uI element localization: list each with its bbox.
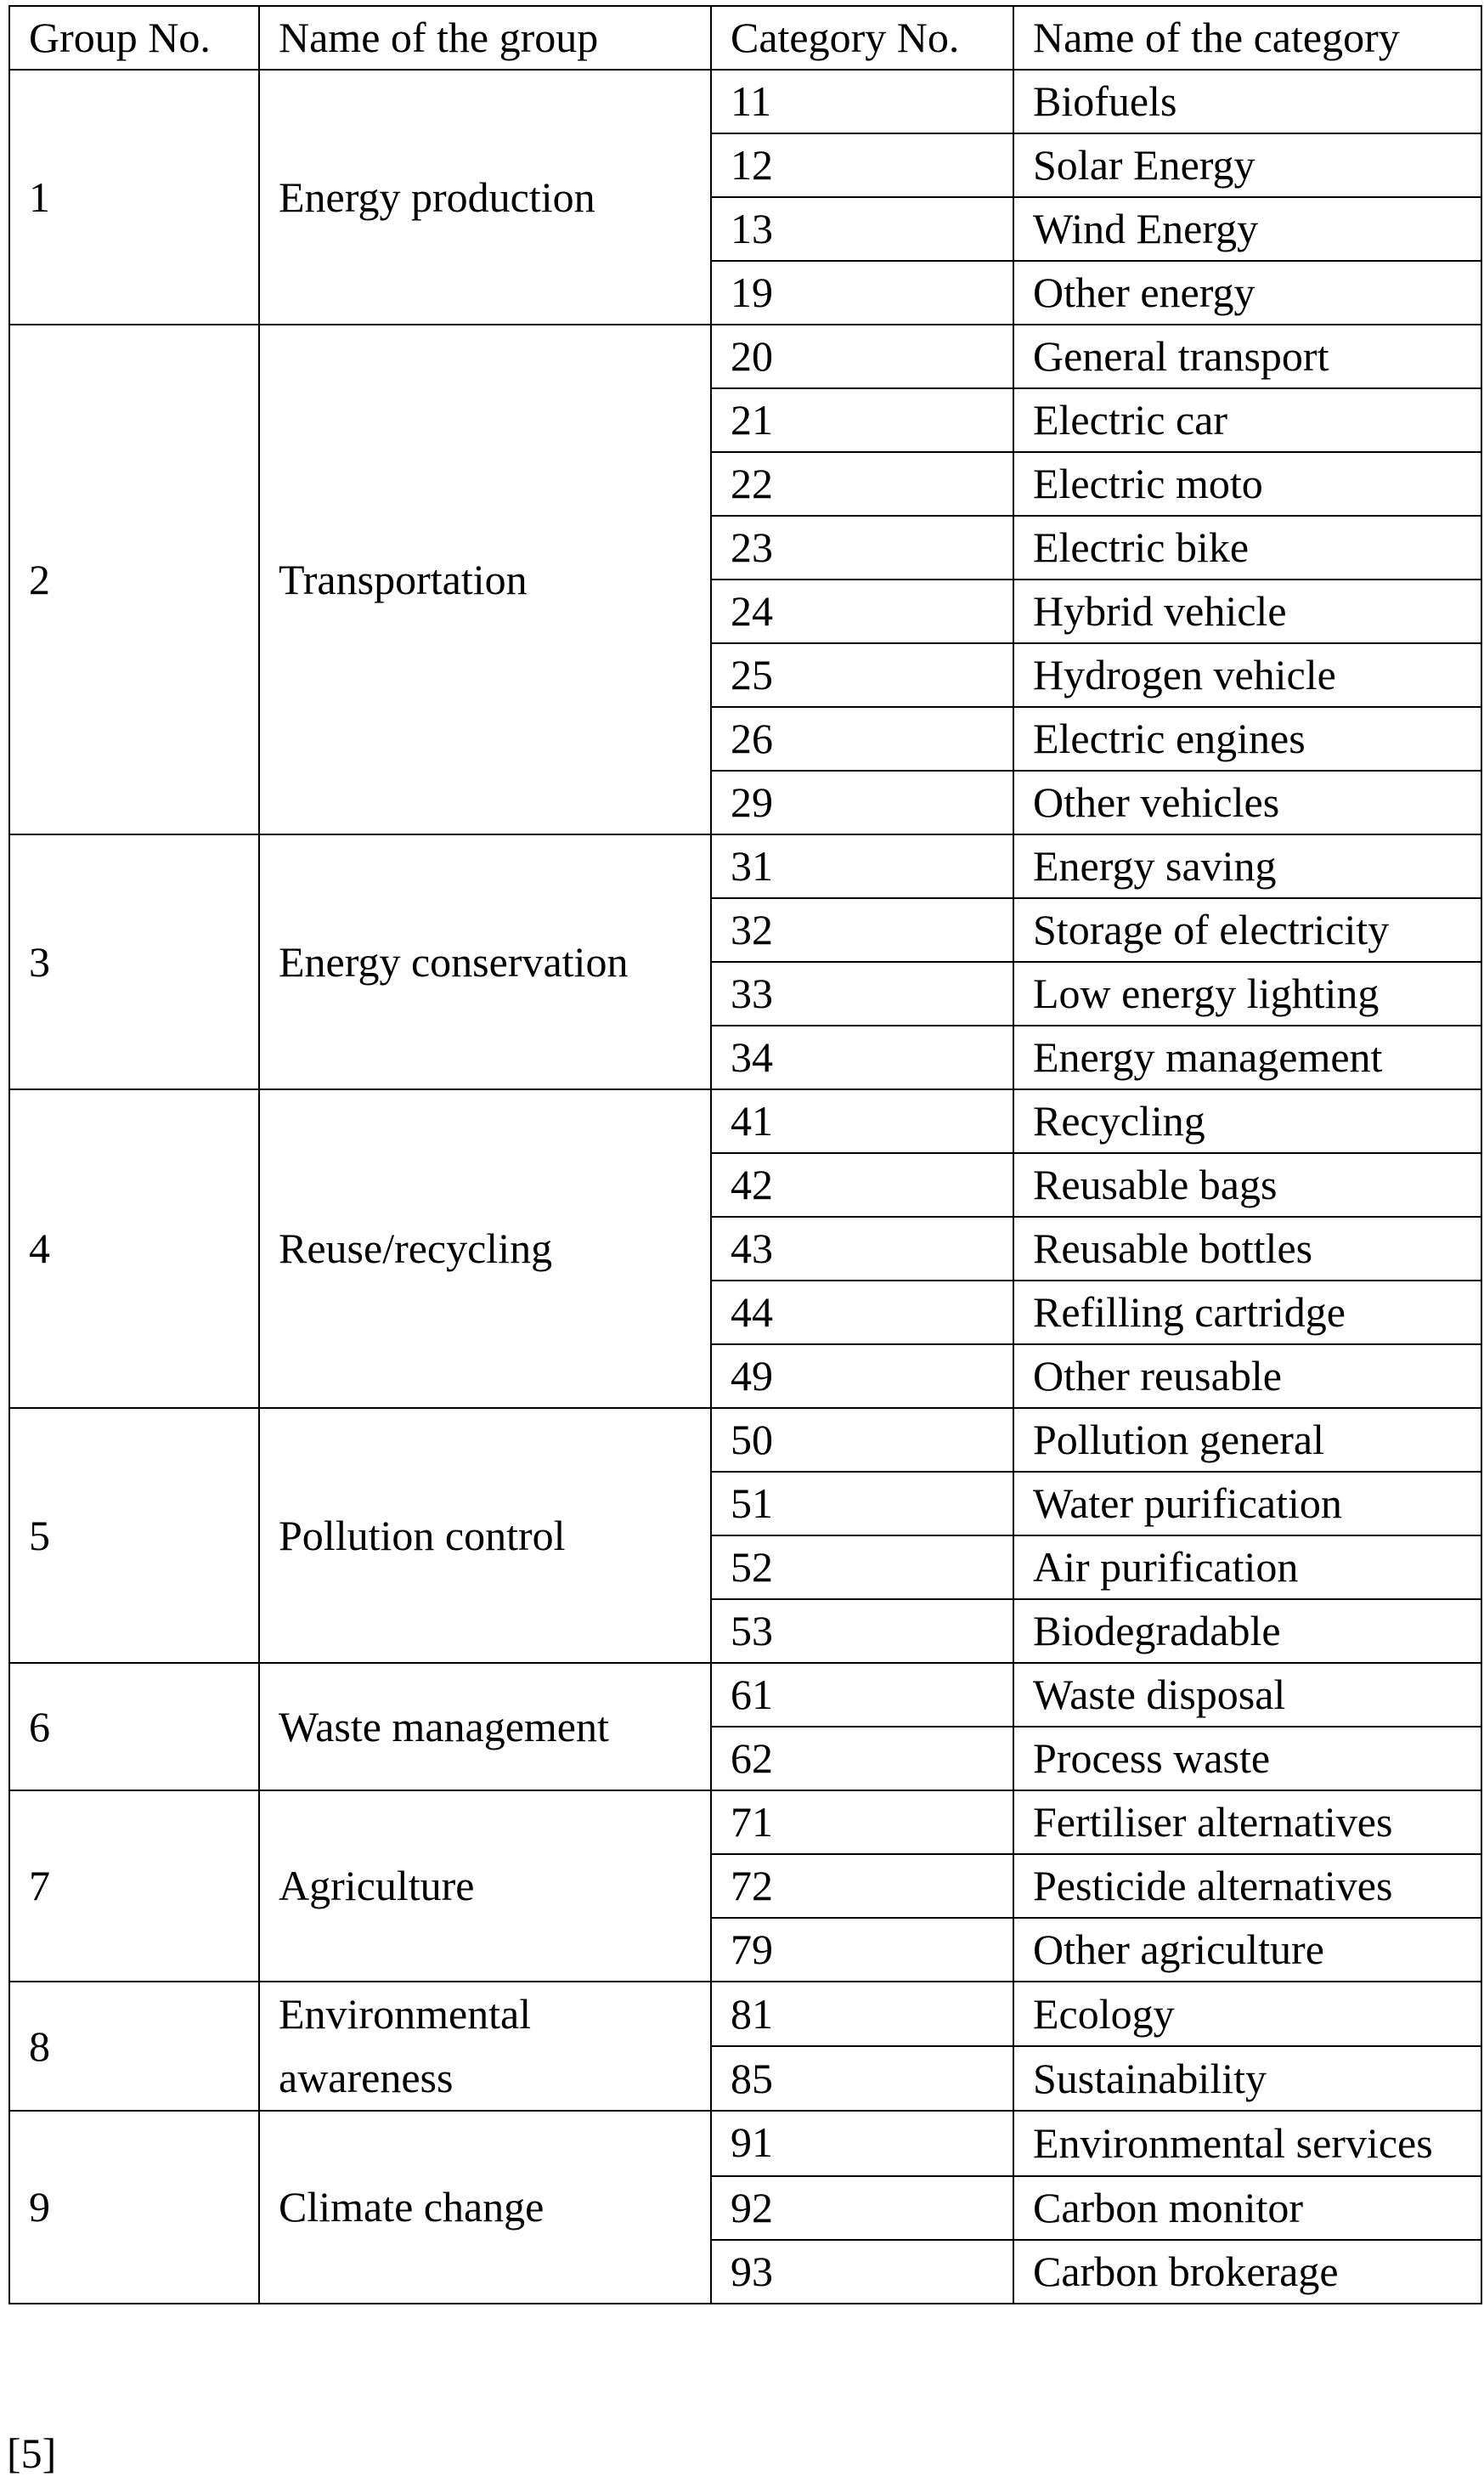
category-no-cell: 26: [711, 707, 1013, 771]
category-name-cell: Energy saving: [1013, 834, 1481, 898]
category-no-cell: 12: [711, 133, 1013, 197]
header-row: [9, 6, 1481, 70]
table-row: [9, 1982, 1481, 2046]
category-no-cell: 21: [711, 388, 1013, 452]
category-no-cell: 61: [711, 1663, 1013, 1727]
header-group-name: Name of the group: [259, 6, 711, 70]
category-no-cell: 92: [711, 2176, 1013, 2240]
group-no-cell: 4: [9, 1089, 259, 1408]
group-name-cell: Agriculture: [259, 1790, 711, 1982]
group-no-cell: 5: [9, 1408, 259, 1663]
category-name-cell: Carbon monitor: [1013, 2176, 1481, 2240]
group-no-cell: 3: [9, 834, 259, 1089]
group-name-cell: Waste management: [259, 1663, 711, 1790]
table-row: [9, 325, 1481, 388]
category-name-cell: Other agriculture: [1013, 1918, 1481, 1982]
category-no-cell: 34: [711, 1026, 1013, 1089]
group-name-cell: Climate change: [259, 2111, 711, 2304]
category-name-cell: Solar Energy: [1013, 133, 1481, 197]
category-no-cell: 72: [711, 1854, 1013, 1918]
category-name-cell: Fertiliser alternatives: [1013, 1790, 1481, 1854]
group-name-cell: Environmental awareness: [259, 1982, 711, 2111]
category-no-cell: 51: [711, 1472, 1013, 1535]
category-no-cell: 13: [711, 197, 1013, 261]
category-no-cell: 33: [711, 962, 1013, 1026]
category-no-cell: 25: [711, 643, 1013, 707]
category-name-cell: Electric moto: [1013, 452, 1481, 516]
category-name-cell: Pollution general: [1013, 1408, 1481, 1472]
category-name-cell: Process waste: [1013, 1727, 1481, 1790]
category-name-cell: Biofuels: [1013, 70, 1481, 133]
table-header: [9, 6, 1481, 70]
category-table: [8, 5, 1482, 2304]
category-no-cell: 85: [711, 2046, 1013, 2111]
table-row: [9, 834, 1481, 898]
category-name-cell: Pesticide alternatives: [1013, 1854, 1481, 1918]
category-name-cell: Low energy lighting: [1013, 962, 1481, 1026]
category-name-cell: Ecology: [1013, 1982, 1481, 2046]
table-row: [9, 70, 1481, 133]
group-no-cell: 1: [9, 70, 259, 325]
category-no-cell: 81: [711, 1982, 1013, 2046]
category-name-cell: Environmental services: [1013, 2111, 1481, 2176]
category-name-cell: Refilling cartridge: [1013, 1281, 1481, 1344]
category-name-cell: Air purification: [1013, 1535, 1481, 1599]
group-name-cell: Energy production: [259, 70, 711, 325]
category-name-cell: Electric car: [1013, 388, 1481, 452]
group-no-cell: 7: [9, 1790, 259, 1982]
category-no-cell: 93: [711, 2240, 1013, 2304]
category-no-cell: 50: [711, 1408, 1013, 1472]
group-name-cell: Transportation: [259, 325, 711, 834]
category-name-cell: Storage of electricity: [1013, 898, 1481, 962]
header-group-no: Group No.: [9, 6, 259, 70]
footnote-reference: [5]: [7, 2429, 57, 2477]
category-no-cell: 43: [711, 1217, 1013, 1281]
category-no-cell: 31: [711, 834, 1013, 898]
category-no-cell: 52: [711, 1535, 1013, 1599]
category-no-cell: 41: [711, 1089, 1013, 1153]
category-no-cell: 22: [711, 452, 1013, 516]
header-category-no: Category No.: [711, 6, 1013, 70]
category-name-cell: Energy management: [1013, 1026, 1481, 1089]
category-no-cell: 44: [711, 1281, 1013, 1344]
table-row: [9, 2111, 1481, 2176]
table-row: [9, 1408, 1481, 1472]
category-no-cell: 32: [711, 898, 1013, 962]
category-name-cell: Carbon brokerage: [1013, 2240, 1481, 2304]
category-no-cell: 19: [711, 261, 1013, 325]
category-name-cell: Other reusable: [1013, 1344, 1481, 1408]
category-no-cell: 11: [711, 70, 1013, 133]
category-name-cell: General transport: [1013, 325, 1481, 388]
group-no-cell: 2: [9, 325, 259, 834]
header-category-name: Name of the category: [1013, 6, 1481, 70]
category-no-cell: 62: [711, 1727, 1013, 1790]
category-name-cell: Reusable bags: [1013, 1153, 1481, 1217]
category-name-cell: Biodegradable: [1013, 1599, 1481, 1663]
category-no-cell: 53: [711, 1599, 1013, 1663]
category-name-cell: Hydrogen vehicle: [1013, 643, 1481, 707]
category-name-cell: Other vehicles: [1013, 771, 1481, 834]
table-row: [9, 1663, 1481, 1727]
category-no-cell: 24: [711, 580, 1013, 643]
category-name-cell: Reusable bottles: [1013, 1217, 1481, 1281]
category-no-cell: 79: [711, 1918, 1013, 1982]
category-name-cell: Other energy: [1013, 261, 1481, 325]
table-body: [9, 70, 1481, 2304]
group-name-cell: Pollution control: [259, 1408, 711, 1663]
category-name-cell: Water purification: [1013, 1472, 1481, 1535]
category-name-cell: Hybrid vehicle: [1013, 580, 1481, 643]
group-no-cell: 9: [9, 2111, 259, 2304]
category-name-cell: Waste disposal: [1013, 1663, 1481, 1727]
group-name-cell: Energy conservation: [259, 834, 711, 1089]
category-no-cell: 71: [711, 1790, 1013, 1854]
category-no-cell: 29: [711, 771, 1013, 834]
table-row: [9, 1089, 1481, 1153]
group-no-cell: 6: [9, 1663, 259, 1790]
category-name-cell: Electric engines: [1013, 707, 1481, 771]
category-name-cell: Wind Energy: [1013, 197, 1481, 261]
group-no-cell: 8: [9, 1982, 259, 2111]
category-name-cell: Recycling: [1013, 1089, 1481, 1153]
category-name-cell: Electric bike: [1013, 516, 1481, 580]
table-row: [9, 1790, 1481, 1854]
category-no-cell: 49: [711, 1344, 1013, 1408]
group-name-cell: Reuse/recycling: [259, 1089, 711, 1408]
category-no-cell: 23: [711, 516, 1013, 580]
category-no-cell: 91: [711, 2111, 1013, 2176]
category-no-cell: 20: [711, 325, 1013, 388]
category-name-cell: Sustainability: [1013, 2046, 1481, 2111]
category-no-cell: 42: [711, 1153, 1013, 1217]
